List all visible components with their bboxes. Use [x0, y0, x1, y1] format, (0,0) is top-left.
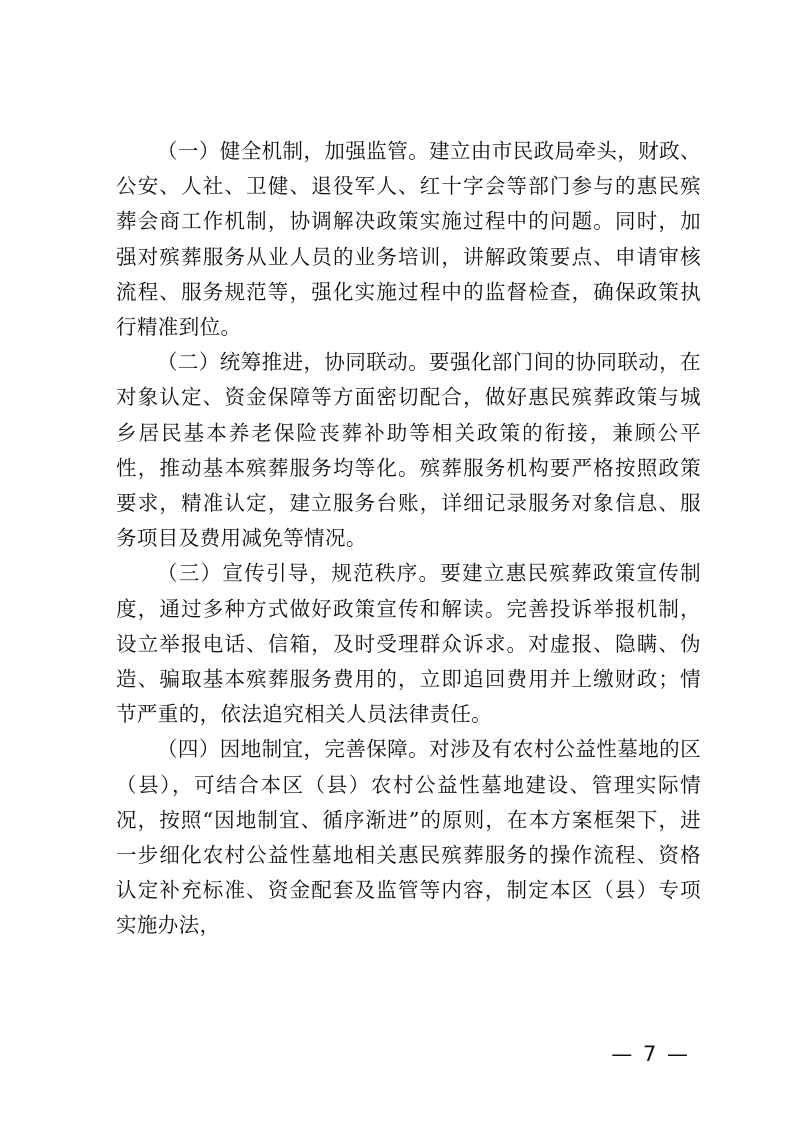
paragraph-2-heading: （二）统筹推进，协同联动。 [157, 350, 430, 375]
paragraph-3-text: 要建立惠民殡葬政策宣传制度，通过多种方式做好政策宣传和解读。完善投诉举报机制，设立举报电话、信箱，及时受理群众诉求。对虚报、隐瞒、伪造、骗取基本殡葬服务费用的，立即追回费用并上缴财政；情节严重的，依法追究相关人员法律责任。 [116, 561, 701, 727]
paragraph-2-text: 要强化部门间的协同联动，在对象认定、资金保障等方面密切配合，做好惠民殡葬政策与城乡居民基本养老保险丧葬补助等相关政策的衔接，兼顾公平性，推动基本殡葬服务均等化。殡葬服务机构要严格按照政策要求，精准认定，建立服务台账，详细记录服务对象信息、服务项目及费用减免等情况。 [116, 350, 701, 551]
paragraph-1-heading: （一）健全机制，加强监管。 [157, 139, 430, 163]
paragraph-4-text: 对涉及有农村公益性墓地的区（县），可结合本区（县）农村公益性墓地建设、管理实际情况，按照“因地制宜、循序渐进”的原则，在本方案框架下，进一步细化农村公益性墓地相关惠民殡葬服务的操作流程、资格认定补充标准、资金配套及监管等内容，制定本区（县）专项实施办法， [116, 737, 701, 938]
paragraph-4-heading: （四）因地制宜，完善保障。 [157, 737, 430, 762]
paragraph-2 [116, 345, 701, 556]
paragraph-3-heading: （三）宣传引导，规范秩序。 [157, 561, 441, 586]
paragraph-4 [116, 732, 701, 943]
paragraph-3 [116, 556, 701, 732]
page-number: — 7 — [611, 1042, 690, 1066]
paragraph-1 [116, 134, 701, 345]
paragraph-1-text: 建立由市民政局牵头，财政、公安、人社、卫健、退役军人、红十字会等部门参与的惠民殡葬会商工作机制，协调解决政策实施过程中的问题。同时，加强对殡葬服务从业人员的业务培训，讲解政策要点、申请审核流程、服务规范等，强化实施过程中的监督检查，确保政策执行精准到位。 [116, 139, 701, 340]
document-body [116, 134, 701, 944]
